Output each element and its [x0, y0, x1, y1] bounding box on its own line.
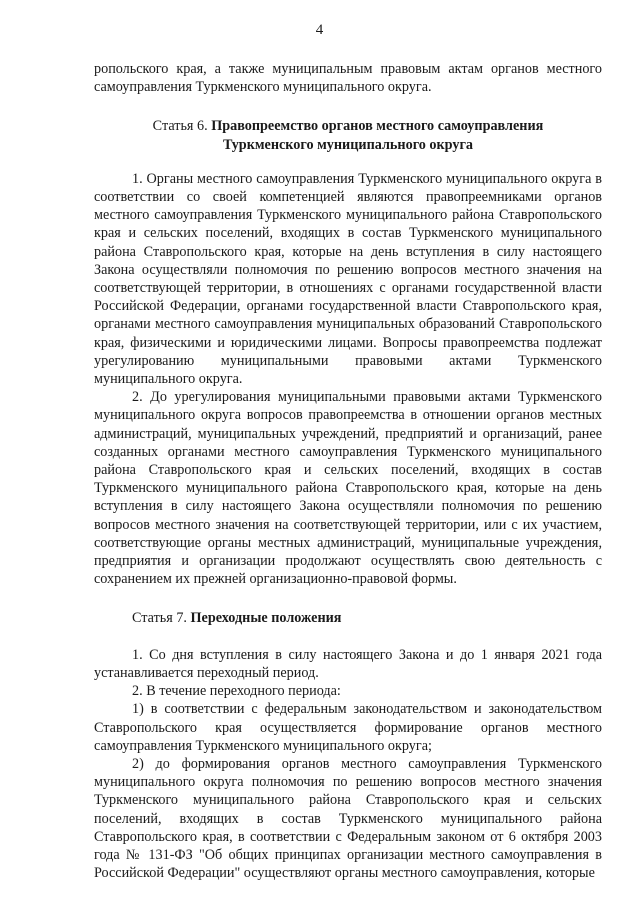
article-7-paragraph-3: 1) в соответствии с федеральным законодательством и законодательством Ставропольского края осуществляется формирование органов местного самоуправления Туркменского муниципального округа;	[94, 701, 602, 754]
article-6-title-line-2: Туркменского муниципального округа	[222, 136, 474, 153]
article-7-paragraph-1: 1. Со дня вступления в силу настоящего Закона и до 1 января 2021 года устанавливается переходный период.	[94, 646, 602, 681]
intro-paragraph: ропольского края, а также муниципальным правовым актам органов местного самоуправления Туркменского муниципального округа.	[94, 61, 602, 96]
article-6-heading	[94, 117, 602, 153]
article-6-heading-line-1	[94, 117, 602, 135]
article-6-label: Статья 6.	[152, 118, 208, 135]
article-6-paragraph-2: 2. До урегулирования муниципальными правовыми актами Туркменского муниципального округа вопросов правопреемства в отношении органов местных администраций, муниципальных учреждений, предприятий и организаций, ранее созданных органами местного самоуправления Туркменского муниципального района Ставропольского края и сельских поселений, входящих в состав Туркменского муниципального района Ставропольского края, которые на день вступления в силу настоящего Закона осуществляли полномочия по решению вопросов местного значения на соответствующей территории, или с их участием, соответствующие органы местных администраций, муниципальные учреждения, предприятия и организации продолжают осуществлять свою деятельность с сохранением их прежней организационно-правовой формы.	[94, 389, 602, 588]
article-7-title: Переходные положения	[190, 610, 342, 627]
article-7-paragraph-2: 2. В течение переходного периода:	[132, 683, 341, 700]
page-number: 4	[315, 22, 324, 38]
article-7-label: Статья 7.	[132, 610, 187, 627]
article-7-heading	[94, 609, 602, 627]
article-6-title-line-1: Правопреемство органов местного самоуправления	[211, 118, 544, 135]
article-6-paragraph-1: 1. Органы местного самоуправления Туркменского муниципального округа в соответствии со своей компетенцией являются правопреемниками органов местного самоуправления Туркменского муниципального района Ставропольского края и сельских поселений, входящих в состав Туркменского муниципального района Ставропольского края, которые на день вступления в силу настоящего Закона осуществляли полномочия по решению вопросов местного значения на соответствующей территории, в отношениях с органами государственной власти Российской Федерации, органами государственной власти Ставропольского края, органами местного самоуправления муниципальных образований Ставропольского края, физическими и юридическими лицами. Вопросы правопреемства подлежат урегулированию муниципальными правовыми актами Туркменского муниципального округа.	[94, 170, 602, 388]
document-body	[94, 60, 602, 882]
article-7-paragraph-4: 2) до формирования органов местного самоуправления Туркменского муниципального округа полномочия по решению вопросов местного значения Туркменского муниципального района Ставропольского края и сельских поселений, входящих в состав Туркменского муниципального района Ставропольского края, в соответствии с Федеральным законом от 6 октября 2003 года № 131-ФЗ "Об общих принципах организации местного самоуправления в Российской Федерации" осуществляют органы местного самоуправления, которые	[94, 755, 602, 882]
